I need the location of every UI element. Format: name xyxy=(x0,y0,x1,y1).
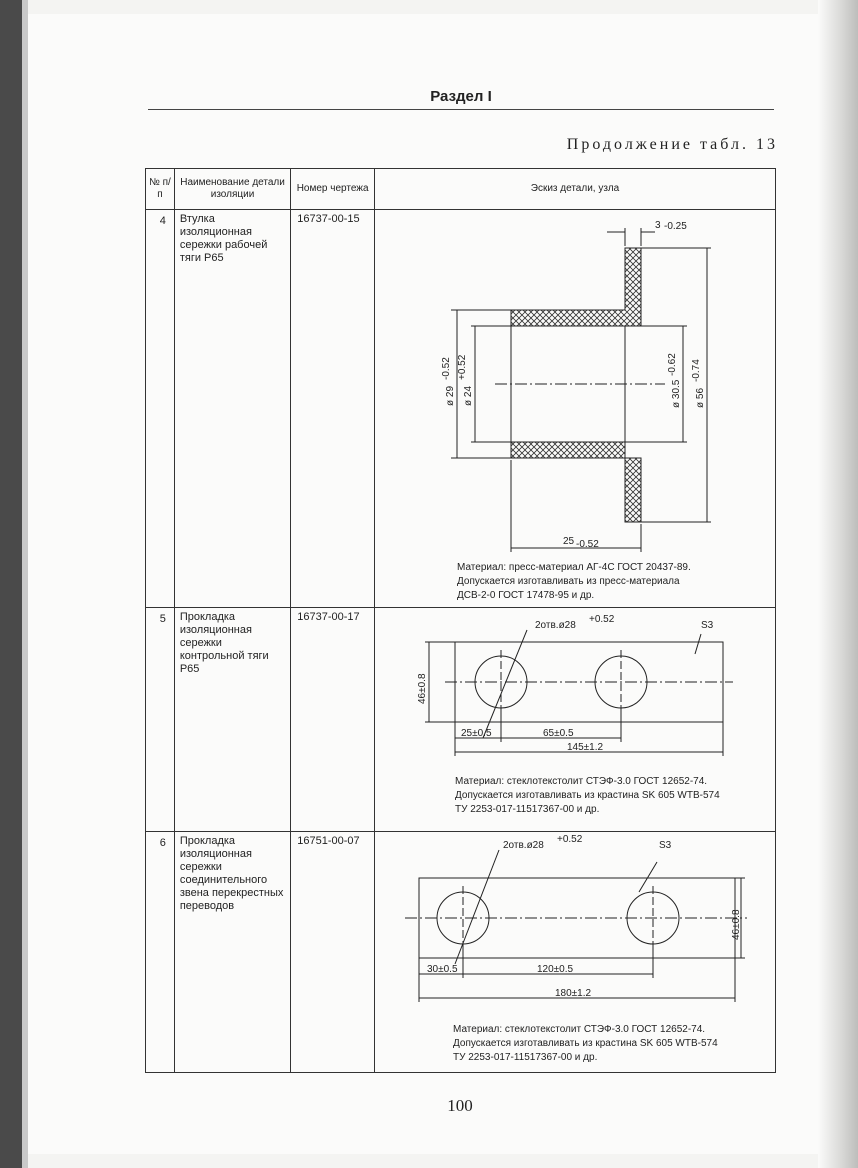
dim-pitch: 65±0.5 xyxy=(543,728,574,739)
dim-outer-diameter-tol: -0.52 xyxy=(441,357,452,380)
material-note-line: ТУ 2253-017-11517367-00 и др. xyxy=(453,1052,598,1063)
dim-thickness: S3 xyxy=(659,840,672,851)
table-header-row xyxy=(146,169,776,210)
material-note-line: ТУ 2253-017-11517367-00 и др. xyxy=(455,804,600,815)
page-number: 100 xyxy=(447,1096,473,1115)
dim-height: 46±0.8 xyxy=(731,909,742,940)
header-num: № п/п xyxy=(146,169,175,210)
bushing-lower-section xyxy=(511,442,641,522)
sketch-cell xyxy=(375,210,776,608)
dim-length: 25 xyxy=(563,536,575,547)
material-note-line: Допускается изготавливать из крастина SK 605 WTB-574 xyxy=(455,790,720,801)
material-note-line: Допускается изготавливать из пресс-материала xyxy=(457,576,680,587)
dim-pitch: 120±0.5 xyxy=(537,964,574,975)
drawing-number: 16737-00-17 xyxy=(291,608,375,832)
material-note-line: Материал: стеклотекстолит СТЭФ-3.0 ГОСТ 12652-74. xyxy=(455,776,708,787)
part-name: Прокладка изоляционная сережки контрольной тяги Р65 xyxy=(174,608,290,832)
dim-holes: 2отв.ø28 xyxy=(535,620,576,631)
material-note-line: ДСВ-2-0 ГОСТ 17478-95 и др. xyxy=(457,590,595,601)
bushing-upper-section xyxy=(511,248,641,326)
parts-table xyxy=(145,168,776,1073)
dim-total-length: 145±1.2 xyxy=(567,742,604,753)
dim-shoulder-diameter: ø 30.5 xyxy=(671,379,682,408)
gasket-drawing xyxy=(375,608,775,830)
dim-flange-tol: -0.25 xyxy=(664,221,687,232)
header-sketch: Эскиз детали, узла xyxy=(375,169,776,210)
row-number: 6 xyxy=(146,832,175,1073)
dim-flange-diameter: ø 56 xyxy=(695,387,706,408)
dim-outer-diameter: ø 29 xyxy=(445,385,456,406)
bushing-drawing xyxy=(375,210,775,606)
row-number: 5 xyxy=(146,608,175,832)
table-row xyxy=(146,210,776,608)
dim-edge: 25±0.5 xyxy=(461,728,492,739)
table-row xyxy=(146,832,776,1073)
part-name: Прокладка изоляционная сережки соединительного звена перекрестных переводов xyxy=(174,832,290,1073)
header-drawing: Номер чертежа xyxy=(291,169,375,210)
page-edge-shadow xyxy=(818,0,858,1168)
material-note-line: Материал: стеклотекстолит СТЭФ-3.0 ГОСТ 12652-74. xyxy=(453,1024,706,1035)
part-name: Втулка изоляционная сережки рабочей тяги Р65 xyxy=(174,210,290,608)
dim-inner-diameter-tol: +0.52 xyxy=(457,354,468,380)
book-spine-shadow xyxy=(0,0,22,1168)
dim-holes-tol: +0.52 xyxy=(557,834,583,845)
dim-holes-tol: +0.52 xyxy=(589,614,615,625)
dim-thickness: S3 xyxy=(701,620,714,631)
dim-flange-diameter-tol: -0.74 xyxy=(691,359,702,382)
header-name: Наименование детали изоляции xyxy=(174,169,290,210)
sketch-cell xyxy=(375,608,776,832)
dim-shoulder-diameter-tol: -0.62 xyxy=(667,353,678,376)
table-row xyxy=(146,608,776,832)
material-note-line: Материал: пресс-материал АГ-4С ГОСТ 20437-89. xyxy=(457,562,691,573)
section-title: Раздел I xyxy=(430,88,492,105)
dim-holes: 2отв.ø28 xyxy=(503,840,544,851)
dim-length-tol: -0.52 xyxy=(576,539,599,550)
drawing-number: 16737-00-15 xyxy=(291,210,375,608)
gasket-drawing xyxy=(375,832,775,1071)
dim-edge: 30±0.5 xyxy=(427,964,458,975)
dim-flange-thickness: 3 xyxy=(655,220,661,231)
table-continuation-caption: Продолжение табл. 13 xyxy=(566,136,778,153)
header-rule xyxy=(148,109,774,110)
drawing-number: 16751-00-07 xyxy=(291,832,375,1073)
material-note-line: Допускается изготавливать из крастина SK 605 WTB-574 xyxy=(453,1038,718,1049)
sketch-cell xyxy=(375,832,776,1073)
row-number: 4 xyxy=(146,210,175,608)
dim-inner-diameter: ø 24 xyxy=(463,385,474,406)
dim-height: 46±0.8 xyxy=(417,673,428,704)
dim-total-length: 180±1.2 xyxy=(555,988,592,999)
